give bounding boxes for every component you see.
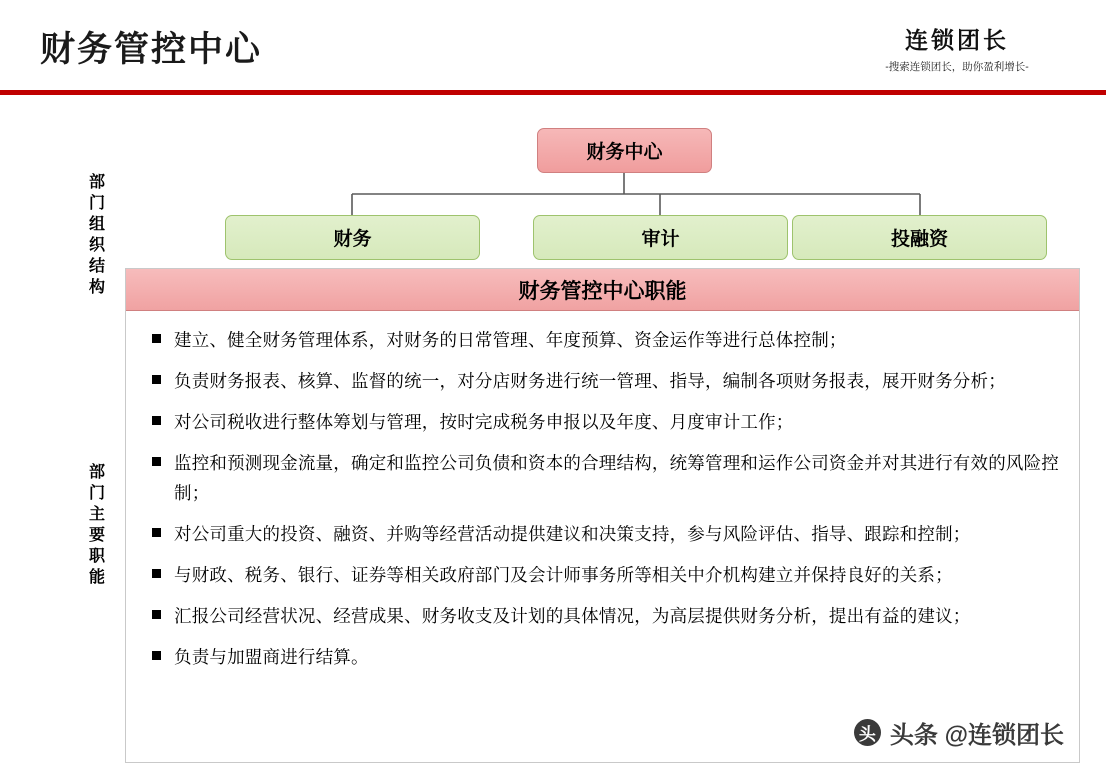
list-item	[144, 560, 1061, 590]
watermark	[854, 715, 1064, 750]
list-item-text: 与财政、税务、银行、证券等相关政府部门及会计师事务所等相关中介机构建立并保持良好的关系；	[174, 565, 953, 585]
page-header	[0, 0, 1106, 92]
square-bullet-icon	[152, 528, 161, 537]
header-divider	[0, 90, 1106, 95]
org-chart	[120, 120, 1080, 270]
list-item-text: 监控和预测现金流量，确定和监控公司负债和资本的合理结构，统筹管理和运作公司资金并对其进行有效的风险控制；	[174, 453, 1059, 503]
org-node-finance[interactable]: 财务	[225, 215, 480, 260]
list-item	[144, 642, 1061, 672]
square-bullet-icon	[152, 569, 161, 578]
watermark-logo-icon: 头	[854, 719, 881, 746]
list-item	[144, 407, 1061, 437]
list-item-text: 负责财务报表、核算、监督的统一，对分店财务进行统一管理、指导，编制各项财务报表，展开财务分析；	[174, 371, 1006, 391]
brand-name: 连锁团长	[905, 27, 1009, 53]
functions-list	[126, 311, 1079, 691]
org-node-root[interactable]: 财务中心	[537, 128, 712, 173]
org-node-audit[interactable]: 审计	[533, 215, 788, 260]
square-bullet-icon	[152, 651, 161, 660]
square-bullet-icon	[152, 375, 161, 384]
list-item	[144, 519, 1061, 549]
page-title: 财务管控中心	[40, 30, 263, 69]
square-bullet-icon	[152, 610, 161, 619]
square-bullet-icon	[152, 334, 161, 343]
functions-panel	[125, 268, 1080, 763]
list-item-text: 建立、健全财务管理体系，对财务的日常管理、年度预算、资金运作等进行总体控制；	[174, 330, 847, 350]
list-item-text: 负责与加盟商进行结算。	[174, 647, 369, 667]
square-bullet-icon	[152, 416, 161, 425]
section-label-structure: 部 门 组 织 结 构	[88, 174, 105, 296]
brand-tagline: -搜索连锁团长，助你盈利增长-	[885, 61, 1029, 73]
list-item	[144, 601, 1061, 631]
list-item-text: 汇报公司经营状况、经营成果、财务收支及计划的具体情况，为高层提供财务分析，提出有益的建议；	[174, 606, 971, 626]
list-item	[144, 366, 1061, 396]
brand-logo	[842, 22, 1072, 74]
list-item	[144, 325, 1061, 355]
square-bullet-icon	[152, 457, 161, 466]
list-item-text: 对公司税收进行整体筹划与管理，按时完成税务申报以及年度、月度审计工作；	[174, 412, 794, 432]
section-label-duties: 部 门 主 要 职 能	[88, 464, 105, 586]
list-item-text: 对公司重大的投资、融资、并购等经营活动提供建议和决策支持，参与风险评估、指导、跟踪和控制；	[174, 524, 971, 544]
org-node-investment[interactable]: 投融资	[792, 215, 1047, 260]
list-item	[144, 448, 1061, 508]
functions-panel-title: 财务管控中心职能	[126, 269, 1079, 311]
watermark-text: 头条 @连锁团长	[889, 722, 1064, 749]
